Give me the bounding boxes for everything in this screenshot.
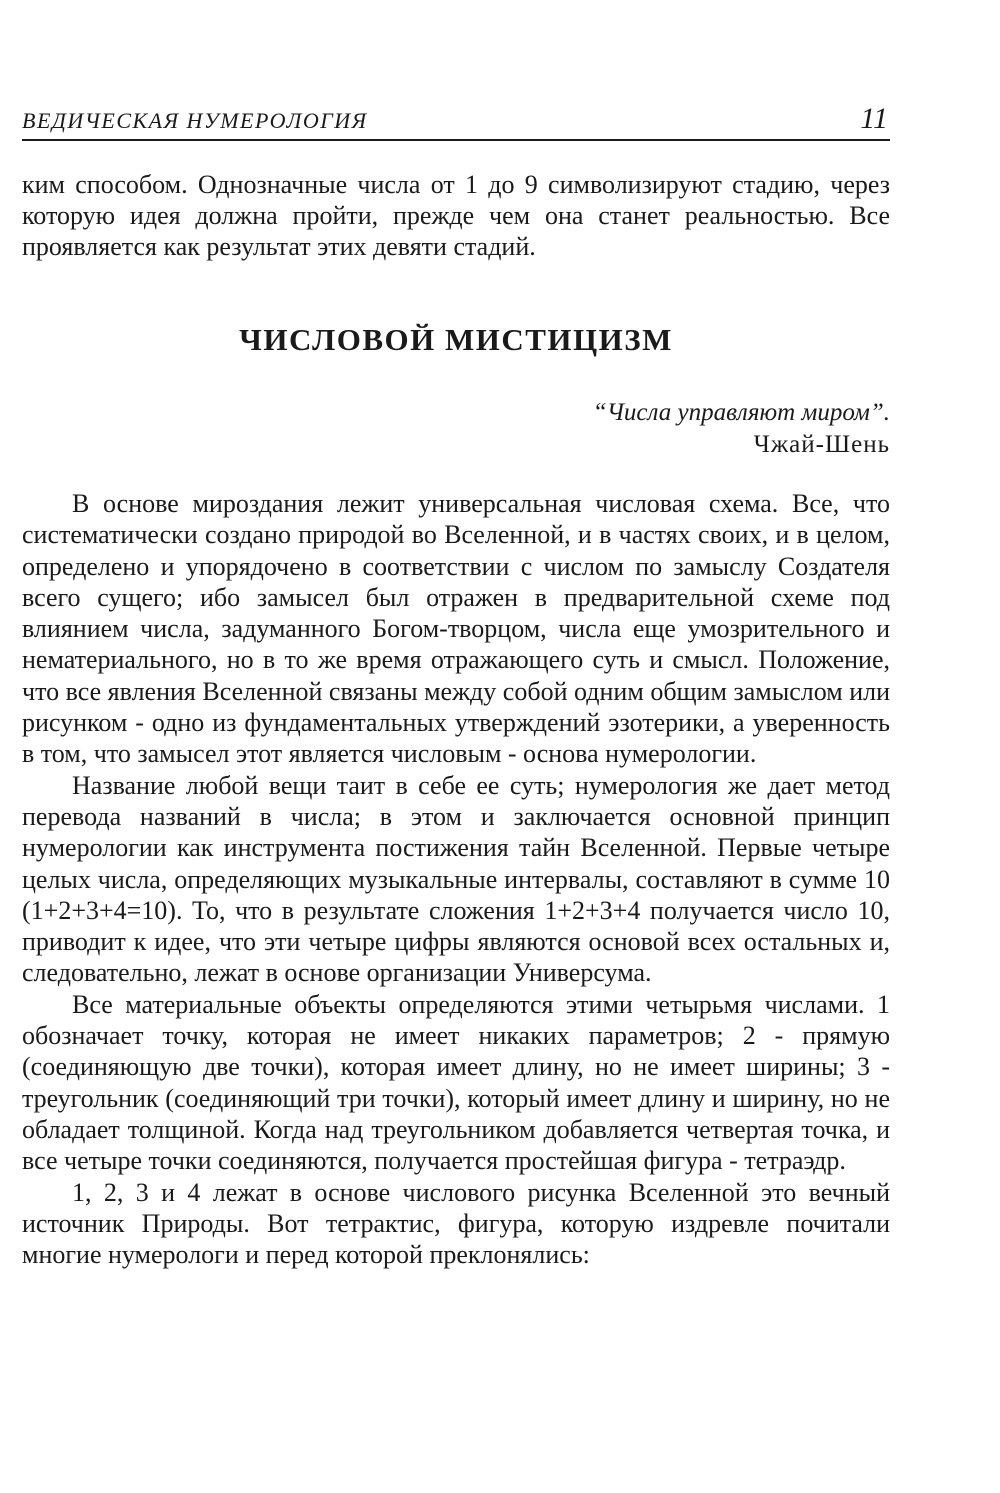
running-title: ВЕДИЧЕСКАЯ НУМЕРОЛОГИЯ [22, 108, 368, 133]
intro-paragraph: ким способом. Однозначные числа от 1 до 9 символизируют стадию, через которую идея должна пройти, прежде чем она станет реальностью. Все проявляется как результат этих девяти стадий. [22, 170, 890, 261]
header-rule [22, 139, 890, 141]
page-number: 11 [860, 102, 888, 135]
epigraph-quote: “Числа управляют миром”. [592, 399, 890, 426]
paragraph: В основе мироздания лежит универсальная числовая схема. Все, что систематически создано природой во Вселенной, и в частях своих, и в целом, определено и упорядочено в соответствии с числом по замыслу Создателя всего сущего; ибо замысел был отражен в предварительной схеме под влиянием числа, задуманного Богом-творцом, числа еще умозрительного и нематериального, но в то же время отражающего суть и смысл. Положение, что все явления Вселенной связаны между собой одним общим замыслом или рисунком - одно из фундаментальных утверждений эзотерики, а уверенность в том, что замысел этот является числовым - основа нумерологии. [22, 489, 890, 769]
epigraph [22, 397, 890, 461]
paragraph: Название любой вещи таит в себе ее суть; нумерология же дает метод перевода названий в числа; в этом и заключается основной принцип нумерологии как инструмента постижения тайн Вселенной. Первые четыре целых числа, определяющих музыкальные интервалы, составляют в сумме 10 (1+2+3+4=10). То, что в результате сложения 1+2+3+4 получается число 10, приводит к идее, что эти четыре цифры являются основой всех остальных и, следовательно, лежат в основе организации Универсума. [22, 770, 890, 988]
section-heading: ЧИСЛОВОЙ МИСТИЦИЗМ [239, 322, 673, 357]
paragraph: Все материальные объекты определяются этими четырьмя числами. 1 обозначает точку, которая не имеет никаких параметров; 2 - прямую (соединяющую две точки), которая имеет длину, но не имеет ширины; 3 - треугольник (соединяющий три точки), который имеет длину и ширину, но не обладает толщиной. Когда над треугольником добавляется четвертая точка, и все четыре точки соединяются, получается простейшая фигура - тетраэдр. [22, 989, 890, 1176]
epigraph-author: Чжай-Шень [753, 431, 890, 458]
running-head [22, 100, 890, 140]
paragraph: 1, 2, 3 и 4 лежат в основе числового рисунка Вселенной это вечный источник Природы. Вот тетрактис, фигура, которую издревле почитали многие нумерологи и перед которой преклонялись: [22, 1177, 890, 1270]
section-body [22, 488, 890, 1270]
